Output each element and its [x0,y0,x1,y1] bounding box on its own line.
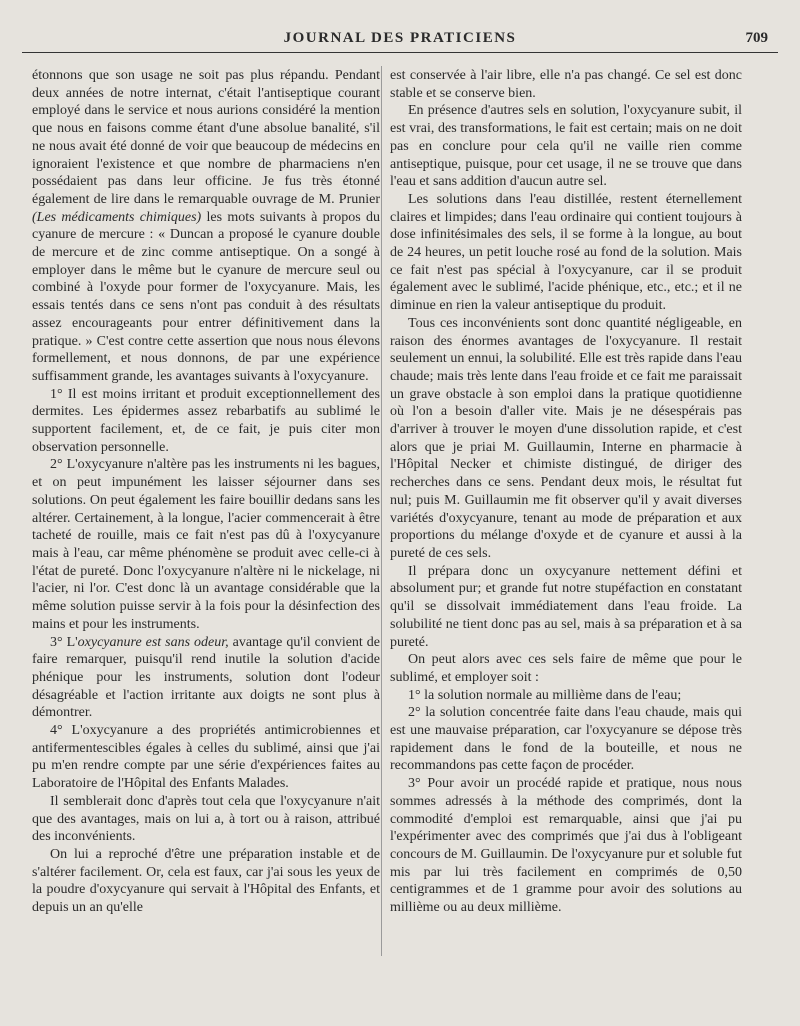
journal-title: JOURNAL DES PRATICIENS [283,30,517,46]
paragraph-text: avantage qu'il convient de faire remarquer, puisqu'il rend inutile la solution d'acide phénique pour les instruments, solution dont l'odeur désagréable et l'action irritante aux doigts ne sont plus à démontrer. [32,634,381,721]
paragraph [32,67,380,386]
paragraph: 3° Pour avoir un procédé rapide et pratique, nous nous sommes adressés à la méthode des comprimés, dont la commodité d'emploi est remarquable, ainsi que j'ai pu l'expérimenter avec des comprimés que j'ai dus à l'obligeant concours de M. Guillaumin. De l'oxycyanure pur et soluble fut mis par lui très facilement en comprimés de 0,50 centigrammes et de 1 gramme pour avoir des solutions au millième ou au deux millième. [390,776,742,916]
paragraph: est conservée à l'air libre, elle n'a pas changé. Ce sel est donc stable et se conserve bien. [390,68,742,101]
paragraph-text: 3° L' [50,634,78,650]
paragraph: 2° L'oxycyanure n'altère pas les instruments ni les bagues, et on peut impunément les laisser séjourner dans ses solutions. On peut également les faire bouillir dedans sans les altérer. Certainement, à la longue, l'acier commencerait à être tacheté de rouille, mais ce fait n'est pas dû à l'oxycyanure mais à l'eau, car même phénomène se produit avec celle-ci à l'état de pureté. Donc l'oxycyanure n'altère ni le nickelage, ni l'acier, ni l'or. C'est donc là un avantage considérable que la même solution puisse servir à la fois pour la désinfection des mains et pour les instruments. [32,457,380,632]
page-number: 709 [745,30,768,46]
paragraph: Tous ces inconvénients sont donc quantité négligeable, en raison des énormes avantages de l'oxycyanure. Il restait seulement un ennui, la solubilité. Elle est très rapide dans l'eau chaude; mais très lente dans l'eau froide et ce fait me paraissait un grave obstacle à son emploi dans la pratique quotidienne où l'on a besoin d'aller vite. Mais je ne désespérais pas d'arriver à trouver le moyen d'une dissolution rapide, et c'est alors que je priai M. Guillaumin, Interne en pharmacie à l'Hôpital Necker et chimiste distingué, de diriger des recherches dans ce sens. Pendant deux mois, le résultat fut nul; puis M. Guillaumin me fit observer qu'il y avait diverses variétés d'oxycyanure, tenant au mode de préparation et aux proportions du mélange d'oxyde et de cyanure et aussi à la pureté de ces sels. [390,315,742,561]
paragraph: On lui a reproché d'être une préparation instable et de s'altérer facilement. Or, cela est faux, car j'ai sous les yeux de la poudre d'oxycyanure qui servait à l'Hôpital des Enfants, et depuis un an qu'elle [32,846,380,916]
paragraph: On peut alors avec ces sels faire de même que pour le sublimé, et employer soit : [390,652,742,685]
paragraph: Il prépara donc un oxycyanure nettement défini et absolument pur; et grande fut notre stupéfaction en constatant qu'il se dissolvait immédiatement dans l'eau froide. La solubilité ne tient donc pas au sel, mais à sa préparation et à sa pureté. [390,563,742,650]
paragraph: 1° Il est moins irritant et produit exceptionnellement des dermites. Les épidermes assez rebarbatifs au sublimé le supportent facilement, et, de ce fait, je puis citer mon observation personnelle. [32,386,380,455]
column-divider [381,66,382,956]
paragraph [32,634,380,723]
book-title: (Les médicaments chimiques) [32,209,202,225]
page-header [22,28,778,53]
paragraph: Il semblerait donc d'après tout cela que l'oxycyanure n'ait que des avantages, mais on lui a, à tort ou à raison, attribué des inconvénients. [32,793,380,845]
emphasis-text: oxycyanure est sans odeur, [77,634,229,650]
paragraph-text: les mots suivants à propos du cyanure de mercure : « Duncan a proposé le cyanure double de mercure et de zinc comme antiseptique. On a songé à employer dans le même but le cyanure de mercure seul ou combiné à l'oxyde pour former de l'oxycyanure. Mais, les essais tentés dans ce sens n'ont pas conduit à des résultats assez encourageants pour entrer définitivement dans la pratique. » C'est contre cette assertion que nous nous élevons formellement, et nous donnons, de par une expérience suffisamment grande, les avantages suivants à l'oxycyanure. [32,209,380,384]
paragraph-text: étonnons que son usage ne soit pas plus répandu. Pendant deux années de notre internat, c'était l'antiseptique courant employé dans le service et nous aurions considéré la mention que nous en faisons comme étant d'une absolue banalité, s'il ne nous avait été donné de voir que beaucoup de médecins en ignoraient l'existence et que nombre de pharmaciens n'en possédaient pas dans leur officine. Je fus très étonné également de lire dans le remarquable ouvrage de M. Prunier [32,68,380,207]
paragraph: 2° la solution concentrée faite dans l'eau chaude, mais qui est une mauvaise préparation, car l'oxycyanure se dépose très rapidement dans le fond de la bouteille, et nous ne recommandons pas cette façon de procéder. [390,705,742,774]
paragraph: 4° L'oxycyanure a des propriétés antimicrobiennes et antifermentescibles égales à celles du sublimé, ainsi que j'ai pu m'en rendre compte par une série d'expériences faites au Laboratoire de l'Hôpital des Enfants Malades. [32,723,380,792]
paragraph: En présence d'autres sels en solution, l'oxycyanure subit, il est vrai, des transformations, le fait est certain; mais on ne doit pas en conclure pour cela qu'il ne vaille rien comme antiseptique, puisque, pour cet usage, il ne se trouve que dans l'eau et sans addition d'aucun autre sel. [390,103,742,190]
paragraph: 1° la solution normale au millième dans de l'eau; [408,687,682,703]
paragraph: Les solutions dans l'eau distillée, restent éternellement claires et limpides; dans l'eau ordinaire qui contient toujours à dose infinitésimales des sels, il se forme à la longue, au bout de 24 heures, un petit louche rosé au fond de la solution. Mais ce fait n'est pas spécial à l'oxycyanure, car il se produit également avec le sublimé, l'acide phénique, etc., etc.; et il ne diminue en rien la valeur antiseptique du produit. [390,191,742,314]
right-column [390,67,742,917]
left-column [32,67,380,917]
